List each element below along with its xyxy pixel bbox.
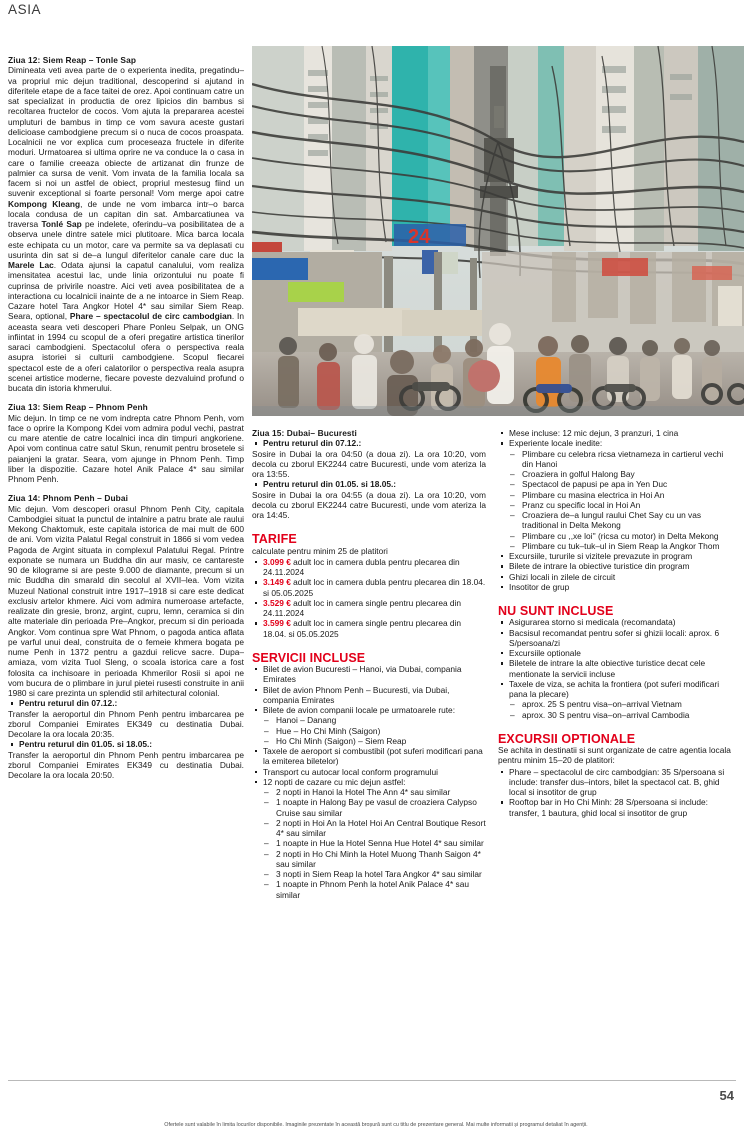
day-12-text-d: . Odata ajunsi la capatul canalului, vom realiza imensitatea acestui lac, unde linia orizontului nu poate fi cuprinsa de privirile noastre. Aici veti avea posibilitatea de a interactiona cu localnicii inainte de a ne intoarce in Siem Reap. Cazare hotel Tara Angkor Hotel 4* sau similar Siem Reap. Seara, optional, [8,260,244,322]
list-item-label: Biletele de intrare la alte obiective turistice decat cele mentionate la servicii incluse [509,658,706,679]
list-item [498,561,736,571]
day-15-return-1-label: Pentru returul din 07.12.: [263,438,362,449]
sublist-item: – Croaziera in golful Halong Bay [509,469,736,479]
day-12-text-c: pe indelete, oferindu–va posibilitatea de a observa unele dintre satele mici plutitoare. Mica barca locala este echipata cu un motor, care va permite sa va deplasati cu usurinta din sat si de–a lungul diferitelor canale care duc la [8,219,244,260]
list-item [498,679,736,720]
list-item-label: Excursiile optionale [509,648,581,658]
day-14-title: Ziua 14: Phnom Penh – Dubai [8,493,128,504]
list-item-label: Rooftop bar in Ho Chi Minh: 28 S/persoana si include: transfer, 1 bautura, ghid local si insotitor de grup [509,797,708,818]
page-section-label: ASIA [8,2,42,17]
day-14-return-1 [8,698,244,708]
list-item-label: Bilete de avion companii locale pe urmatoarele rute: [263,705,456,715]
day-12-bold-phare: Phare – spectacolul de circ cambodgian [69,311,232,322]
day-12-bold-kompong-kleang: Kompong Kleang [8,198,81,209]
list-item [252,705,486,746]
day-14-return-1-text: Transfer la aeroportul din Phnom Penh pentru imbarcarea pe zborul Companiei Emirates EK349 cu destinatia Dubai. Decolare la ora locala 20:35. [8,708,244,739]
list-item [498,658,736,679]
list-item [498,628,736,649]
sublist-item: – Plimbare cu masina electrica in Hoi An [509,490,736,500]
list-item [498,572,736,582]
day-12-text-a: Dimineata veti avea parte de o experienta inedita, pregatindu–va propriul mic dejun traditional, descoperind si ajutand in diferitele etape de a face taitei de orez. Apoi continuam catre un sat specializat in productia de orez lipicios din bambus si recoltarea fructelor de cocos. Vom ajuta la prepararea acestei umpluturi de bambus in timp ce vom savura aceste gustari delicioase cambodgiene precum si o nuca de cocos proaspata. Localnicii ne vor explica cum proceseaza fructele in diferite moduri. Urmatoarea si ultima oprire ne va conduce la o casa in care o familie creeaza obiecte de artizanat din frunze de palmier ca sursa de venit. Vom invata de la familia locala sa facem si noi un astfel de obiect, propriul mestesug fiind un suvenir exceptional si foarte personal! Vom merge apoi catre [8,65,244,199]
sublist-item: – Ho Chi Minh (Saigon) – Siem Reap [263,736,486,746]
day-15-return-2-label: Pentru returul din 01.05. si 18.05.: [263,479,397,490]
tarife-price: 3.149 € [263,577,291,588]
day-14-return-2-label: Pentru returul din 01.05. si 18.05.: [19,739,153,750]
day-14-return-2 [8,739,244,749]
sublist-item: – 2 nopti in Ho Chi Minh la Hotel Muong Thanh Saigon 4* sau similar [263,849,486,870]
tarife-item [252,557,486,578]
day-14-return-list [8,698,244,708]
day-12-body [8,65,244,393]
day-12-text-e: . In aceasta seara veti descoperi Phare Ponleu Selpak, un ONG infiintat in 1994 cu scopul de a oferi pregatire artistica tinerilor saraci cambodgieni. Spectacolul ofera o perspectiva reala asupra istoriei si culturii cambodgiene. Scopul fiecarei spectacol este de a oferi calatorilor o perspectiva reala asupra scenei artistice moderne, fiecare poveste dezvaluind profund o bucata din istoria khmerului. [8,311,244,393]
excursii-optionale-heading: EXCURSII OPTIONALE [498,731,636,746]
list-item [498,438,736,551]
sublist-item: – aprox. 25 S pentru visa–on–arrival Vietnam [509,699,736,709]
sublist-flight-routes [263,715,486,746]
sublist-accommodation [263,787,486,900]
list-item [498,428,736,438]
left-column [8,55,244,780]
tarife-heading: TARIFE [252,532,297,547]
footer-disclaimer: Ofertele sunt valabile în limita locurilor disponibile. Imaginile prezentate în această broșură sunt cu titlu de prezentare general. Mai multe informatii și programul detaliat în agenții. [164,1122,588,1128]
tarife-price: 3.599 € [263,618,291,629]
right-column [498,428,736,818]
list-item [498,582,736,592]
day-13-title: Ziua 13: Siem Reap – Phnom Penh [8,402,148,413]
nu-sunt-incluse-list [498,617,736,720]
sublist-item: – Spectacol de papusi pe apa in Yen Duc [509,479,736,489]
list-item-label: Experiente locale inedite: [509,438,603,449]
sublist-item: – 1 noapte in Hue la Hotel Senna Hue Hotel 4* sau similar [263,838,486,848]
list-item-label: Transport cu autocar local conform programului [263,766,438,777]
list-item-label: Taxele de viza, se achita la frontiera (pot suferi modificari pana la plecare) [509,678,720,699]
nu-sunt-incluse-heading: NU SUNT INCLUSE [498,604,614,618]
day-12-bold-marele-lac: Marele Lac [8,260,54,270]
list-item-label: Insotitor de grup [509,581,570,592]
list-item-label: Taxele de aeroport si combustibil (pot suferi modificari pana la emiterea biletelor) [263,746,483,767]
sublist-item: – Hanoi – Danang [263,715,486,725]
tarife-price: 3.529 € [263,597,291,608]
tarife-text: adult loc in camera dubla pentru plecarea din 18.04. si 05.05.2025 [263,577,486,598]
sublist-item: – 1 noapte in Halong Bay pe vasul de croaziera Calypso Cruise sau similar [263,797,486,818]
servicii-incluse-list [252,664,486,900]
excursii-optionale-subnote: Se achita in destinatii si sunt organizate de catre agentia locala pentru minim 15–20 de platitori: [498,745,731,766]
middle-column [252,428,486,900]
list-item [498,648,736,658]
page-number: 54 [719,1088,734,1103]
sublist-item: – Plimbare cu ,,xe loi'' (ricsa cu motor) in Delta Mekong [509,531,736,541]
tarife-item [252,598,486,619]
sublist-item: – 1 noapte in Phnom Penh la hotel Anik Palace 4* sau similar [263,879,486,900]
list-item-label: Bacsisul recomandat pentru sofer si ghizii locali: aprox. 6 S/persoana/zi [509,627,720,648]
list-item-label: Ghizi locali in zilele de circuit [509,571,616,582]
list-item-label: Phare – spectacolul de circ cambodgian: 35 S/persoana si include: transfer dus–intors, bilet la spectacol cat. B, ghid local si insotitor de grup [509,766,725,797]
list-item [252,746,486,767]
list-item [498,617,736,627]
tarife-text: adult loc in camera dubla pentru plecarea din 24.11.2024 [263,556,460,577]
day-15-return-1 [252,438,486,448]
day-15-return-list [252,438,486,448]
sublist-item: – 2 nopti in Hanoi la Hotel The Ann 4* sau similar [263,787,486,797]
day-12-bold-tonle-sap: Tonlé Sap [41,219,82,229]
footer-divider [8,1080,736,1081]
list-item [252,777,486,900]
list-item-label: 12 nopti de cazare cu mic dejun astfel: [263,776,406,787]
day-15-title: Ziua 15: Dubai– Bucuresti [252,428,357,438]
day-14-return-list-2 [8,739,244,749]
day-14-return-2-text: Transfer la aeroportul din Phnom Penh pentru imbarcarea pe zborul Companiei Emirates EK349 cu destinatia Dubai. Decolare la ora locala 20:50. [8,749,244,780]
sublist-item: – 2 nopti in Hoi An la Hotel Hoi An Central Boutique Resort 4* sau similar [263,818,486,839]
day-14-body: Mic dejun. Vom descoperi orasul Phnom Penh City, capitala Cambodgiei situat la punctul de intalnire a patru brate ale raului Mekong Chaktomuk, este capitala istorica de mai mult de 600 de ani. Vom vizita Palatul Regal construit in 1866 si vom vedea Pagoda de Argint situata in complexul Palatului Regal. Printre exponate se numara un Buddha din aur masiv, ce cantareste 90 de kilograme si are peste 9.000 de diamante, precum si un mic Buddha din smarald din secolul al XVII–lea. Vom vizita Muzeul National construit intre 1917–1918 si care este dedicat exclusiv artelor khmere. Aici vom admira numeroase artefacte, realizate din gresie, bronz, argint, cupru, lemn, ceramica si din alte materiale din perioada Pre–Angkor, precum si din perioada Angkor. Vom continua spre Wat Phnom, o pagoda antica aflata pe varful unui deal, construita de o femeie khmera bogata pe nume Penh in 1372 pentru a gazdui relicve sacre. Dupa–amiaza, vom vizita Tuol Sleng, o scoala istorica care a fost folosita ca inchisoare in perioada Khmerilor Rosii si apoi ne vom bucura de o plimbare in jurul pietei rusesti construite in anii 1980 si care prezinta un splendid stil arhitectural colonial. [8,503,244,698]
sublist-item: – Plimbare cu tuk–tuk–ul in Siem Reap la Angkor Thom [509,541,736,551]
servicii-incluse-heading: SERVICII INCLUSE [252,650,366,665]
tarife-text: adult loc in camera single pentru plecarea din 24.11.2024 [263,597,462,618]
sublist-item: – 3 nopti in Siem Reap la hotel Tara Angkor 4* sau similar [263,869,486,879]
day-15-return-2-text: Sosire in Dubai la ora 04:55 (a doua zi). La ora 10:20, vom decola cu zborul EK2244 catre Bucuresti, unde vom ateriza la ora 14:45. [252,489,486,520]
list-item-label: Excursiile, tururile si vizitele prevazute in program [509,551,693,561]
day-14-return-1-label: Pentru returul din 07.12.: [19,698,118,709]
tarife-item [252,577,486,598]
sublist-item: – Pranz cu specific local in Hoi An [509,500,736,510]
list-item [498,767,736,798]
svg-text:24: 24 [408,226,431,248]
servicii-incluse-continued-list [498,428,736,592]
list-item-label: Asigurarea storno si medicala (recomandata) [509,617,676,628]
day-13-body: Mic dejun. In timp ce ne vom indrepta catre Phnom Penh, vom face o oprire la Kompong Kdei vom admira podul vechi, pastrat cu mare atentie de catre localnici inca din timpuri angkoriene. Apoi vom continua catre satul Skun, renumit pentru brosetele si paianjeni la gratar. Seara, vom ajunge in Phnom Penh. Timp liber la dispozitie. Cazare hotel Anik Palace 4* sau similar Phnom Penh. [8,412,244,484]
sublist-item: – Croaziera de–a lungul raului Chet Say cu un vas traditional in Delta Mekong [509,510,736,531]
sublist-item: – aprox. 30 S pentru visa–on–arrival Cambodia [509,710,736,720]
list-item [252,685,486,706]
tarife-item [252,618,486,639]
list-item-label: Bilet de avion Phnom Penh – Bucuresti, via Dubai, compania Emirates [263,684,450,705]
day-15-return-1-text: Sosire in Dubai la ora 04:50 (a doua zi). La ora 10:20, vom decola cu zborul EK2244 catre Bucuresti, unde vom ateriza la ora 13:55. [252,448,486,479]
excursii-optionale-list [498,767,736,818]
hero-image-street-scene [252,46,744,416]
list-item [252,767,486,777]
tarife-price: 3.099 € [263,556,291,567]
day-15-return-list-2 [252,479,486,489]
day-12-title: Ziua 12: Siem Reap – Tonle Sap [8,55,137,65]
day-12-text-b: , de unde ne vom imbarca intr–o barca locala condusa de un capitan din sat. Ambarcatiunea va traversa [8,198,244,229]
list-item-label: Bilet de avion Bucuresti – Hanoi, via Dubai, compania Emirates [263,664,462,685]
list-item [498,551,736,561]
tarife-list [252,557,486,639]
tarife-text: adult loc in camera single pentru plecarea din 18.04. si 05.05.2025 [263,618,462,639]
list-item-label: Mese incluse: 12 mic dejun, 3 pranzuri, 1 cina [509,428,679,438]
hero-image-illustration [252,46,744,416]
sublist-visa-fees [509,699,736,720]
day-15-return-2 [252,479,486,489]
sublist-item: – Plimbare cu celebra ricsa vietnameza in cartierul vechi din Hanoi [509,449,736,470]
list-item [498,797,736,818]
sublist-item: – Hue – Ho Chi Minh (Saigon) [263,726,486,736]
list-item-label: Bilete de intrare la obiective turistice din program [509,561,690,572]
list-item [252,664,486,685]
sublist-local-experiences [509,449,736,552]
tarife-subnote: calculate pentru minim 25 de platitori [252,545,388,556]
